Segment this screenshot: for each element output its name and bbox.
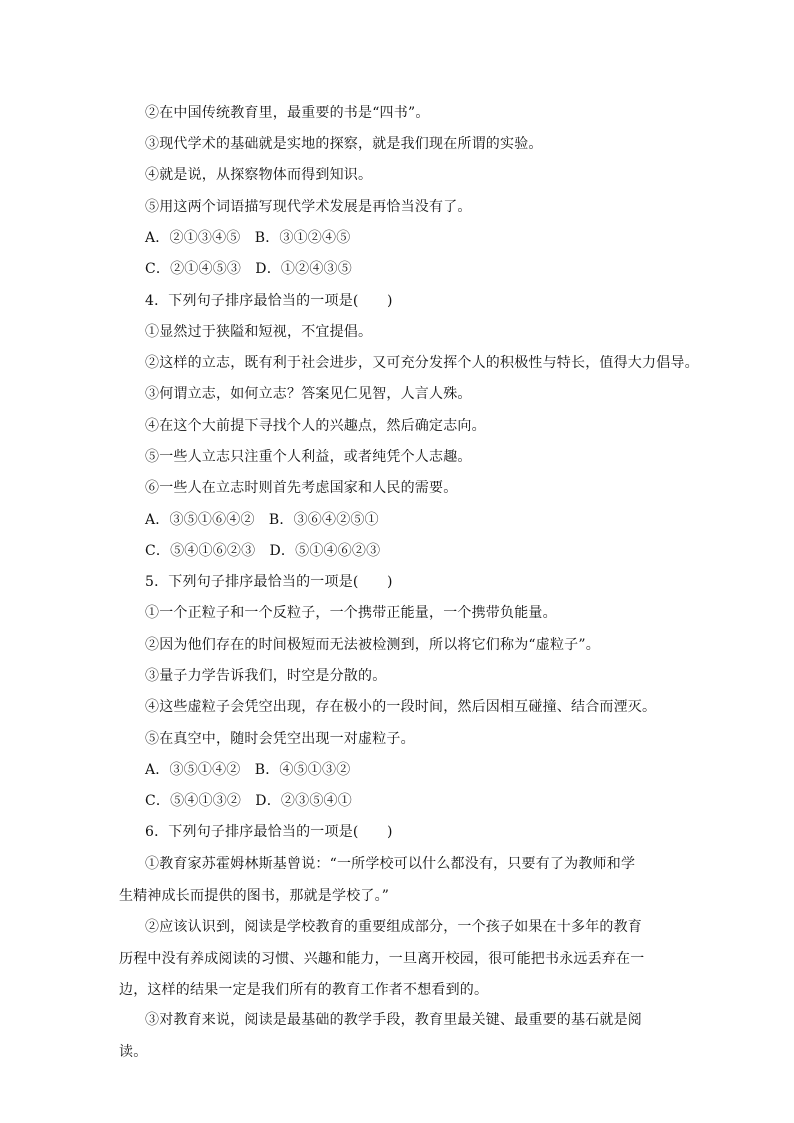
option-line: C．⑤④①⑥②③ D．⑤①④⑥②③: [145, 543, 381, 559]
option-line: A．③⑤①④② B．④⑤①③②: [145, 762, 351, 778]
option-line: C．⑤④①③② D．②③⑤④①: [145, 793, 352, 809]
paragraph: ②应该认识到，阅读是学校教育的重要组成部分，一个孩子如果在十多年的教育历程中没有养成阅读的习惯、兴趣和能力，一旦离开校园，很可能把书永远丢弃在一边，这样的结果一定是我们所有的教育工作者不想看到的。: [119, 919, 645, 998]
text-line: ①一个正粒子和一个反粒子，一个携带正能量，一个携带负能量。: [145, 605, 557, 621]
text-line: ⑥一些人在立志时则首先考虑国家和人民的需要。: [145, 480, 458, 496]
text-line: ⑤用这两个词语描写现代学术发展是再恰当没有了。: [145, 199, 472, 215]
text-line: ③现代学术的基础就是实地的探察，就是我们现在所谓的实验。: [145, 136, 543, 152]
option-line: A．③⑤①⑥④② B．③⑥④②⑤①: [145, 512, 379, 528]
question-title: 6．下列句子排序最恰当的一项是( ): [145, 824, 393, 840]
text-line: ③何谓立志，如何立志？答案见仁见智，人言人殊。: [145, 386, 472, 402]
question-title: 5．下列句子排序最恰当的一项是( ): [145, 574, 393, 590]
text-line: ②在中国传统教育里，最重要的书是“四书”。: [145, 105, 430, 121]
question-title: 4．下列句子排序最恰当的一项是( ): [145, 293, 393, 309]
text-line: ⑤一些人立志只注重个人利益，或者纯凭个人志趣。: [145, 449, 472, 465]
paragraph: ①教育家苏霍姆林斯基曾说：“一所学校可以什么都没有，只要有了为教师和学生精神成长而提供的图书，那就是学校了。”: [119, 856, 636, 904]
text-line: ⑤在真空中，随时会凭空出现一对虚粒子。: [145, 731, 415, 747]
text-line: ②这样的立志，既有利于社会进步，又可充分发挥个人的积极性与特长，值得大力倡导。: [145, 355, 699, 371]
text-line: ③量子力学告诉我们，时空是分散的。: [145, 668, 387, 684]
text-line: ④就是说，从探察物体而得到知识。: [145, 167, 373, 183]
text-line: ④这些虚粒子会凭空出现，存在极小的一段时间，然后因相互碰撞、结合而湮灭。: [145, 699, 657, 715]
paragraph: ③对教育来说，阅读是最基础的教学手段，教育里最关键、最重要的基石就是阅读。: [119, 1012, 642, 1060]
text-line: ④在这个大前提下寻找个人的兴趣点，然后确定志向。: [145, 418, 486, 434]
option-line: A．②①③④⑤ B．③①②④⑤: [145, 230, 351, 246]
text-line: ①显然过于狭隘和短视，不宜提倡。: [145, 324, 373, 340]
text-line: ②因为他们存在的时间极短而无法被检测到，所以将它们称为“虚粒子”。: [145, 637, 600, 653]
option-line: C．②①④⑤③ D．①②④③⑤: [145, 261, 352, 277]
